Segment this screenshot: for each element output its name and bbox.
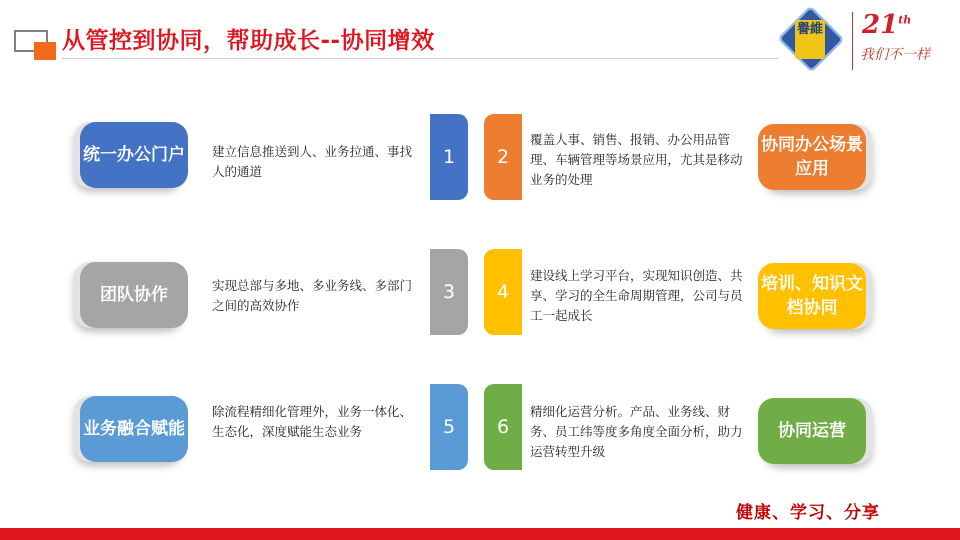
brand-21th — [862, 10, 911, 40]
number-tab-4: 4 — [484, 249, 522, 335]
brand-badge-text: 譽維 — [795, 20, 825, 59]
pill-collab-office-scenarios: 协同办公场景应用 — [758, 124, 866, 190]
number-tab-2: 2 — [484, 114, 522, 200]
pill-training-knowledge: 培训、知识文档协同 — [758, 263, 866, 329]
title-divider — [62, 58, 778, 59]
pill-team-collaboration: 团队协作 — [80, 262, 188, 328]
number-tab-1: 1 — [430, 114, 468, 200]
desc-collab-operations: 精细化运营分析。产品、业务线、财务、员工纬等度多角度全面分析，助力运营转型升级 — [530, 404, 743, 459]
footer-bar — [0, 528, 960, 540]
brand-number: 21 — [862, 10, 899, 40]
number-tab-5: 5 — [430, 384, 468, 470]
desc-collab-office-scenarios: 覆盖人事、销售、报销、办公用品管理、车辆管理等场景应用，尤其是移动业务的处理 — [530, 132, 743, 187]
brand-divider — [852, 12, 853, 70]
pill-collab-operations: 协同运营 — [758, 398, 866, 464]
pill-unified-office-portal: 统一办公门户 — [80, 122, 188, 188]
number-tab-3: 3 — [430, 249, 468, 335]
desc-business-enablement: 除流程精细化管理外，业务一体化、生态化，深度赋能生态业务 — [212, 404, 413, 439]
desc-unified-office-portal: 建立信息推送到人、业务拉通、事找人的通道 — [212, 144, 413, 179]
pill-business-enablement: 业务融合赋能 — [80, 396, 188, 462]
brand-sup: th — [898, 13, 912, 27]
page-title: 从管控到协同，帮助成长--协同增效 — [62, 28, 435, 54]
desc-training-knowledge: 建设线上学习平台，实现知识创造、共享、学习的全生命周期管理，公司与员工一起成长 — [530, 268, 743, 323]
footer-slogan: 健康、学习、分享 — [736, 503, 880, 523]
logo-orange-square — [34, 42, 56, 60]
brand-slogan: 我们不一样 — [860, 47, 930, 63]
corner-logo-mark — [14, 30, 56, 60]
number-tab-6: 6 — [484, 384, 522, 470]
desc-team-collaboration: 实现总部与多地、多业务线、多部门之间的高效协作 — [212, 278, 413, 313]
